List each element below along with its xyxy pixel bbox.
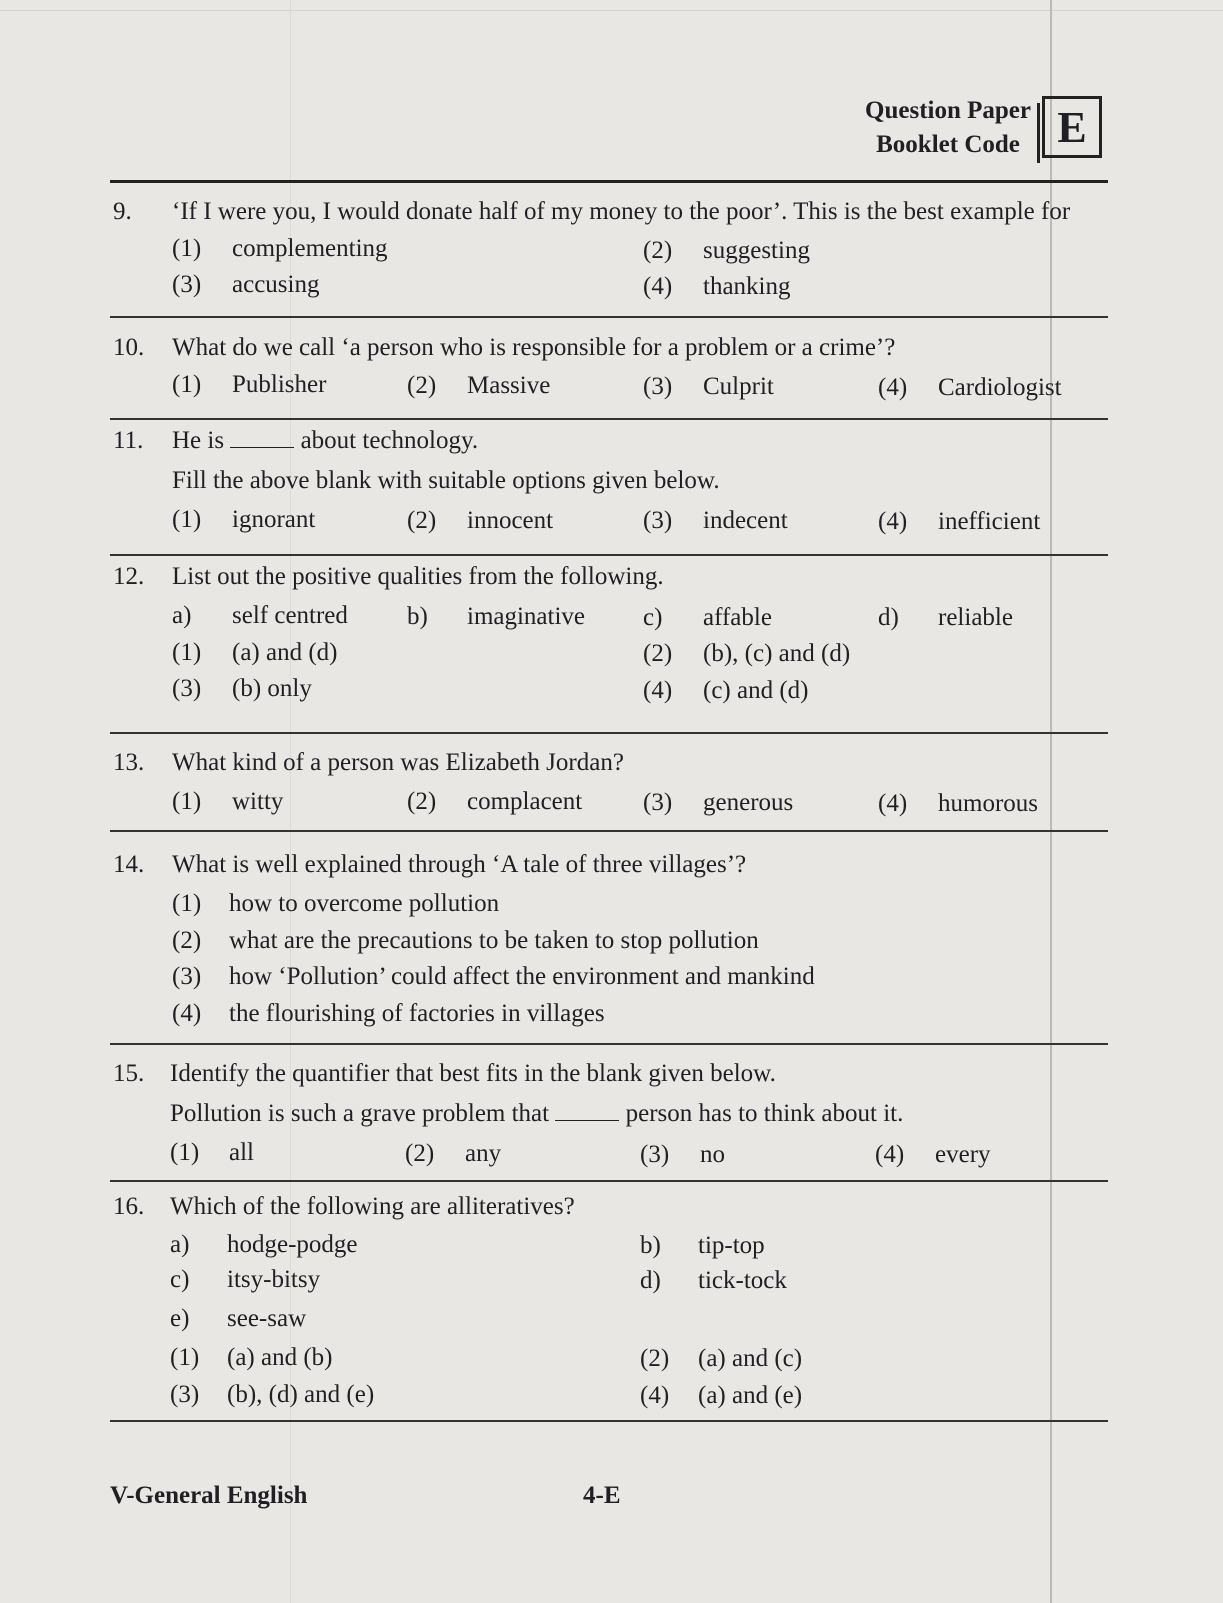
option-text: what are the precautions to be taken to stop pollution: [229, 927, 759, 954]
item-text: hodge-podge: [227, 1231, 358, 1258]
option-text: Publisher: [232, 371, 327, 398]
item-text: tick-tock: [698, 1267, 787, 1294]
option-number: (4): [878, 790, 908, 817]
option-number: (2): [407, 507, 437, 534]
question-sentence: [170, 1100, 903, 1128]
option-text: (a) and (c): [698, 1345, 803, 1372]
option-number: (3): [170, 1381, 200, 1408]
question-text: Which of the following are alliteratives?: [170, 1193, 575, 1220]
option-text: (a) and (d): [232, 639, 338, 666]
booklet-code-label: [858, 94, 1038, 162]
question-divider: [110, 316, 1108, 318]
question-divider: [110, 1043, 1108, 1045]
question-number: 15.: [113, 1060, 145, 1087]
question-divider: [110, 732, 1108, 734]
question-divider: [110, 1180, 1108, 1182]
option-text: Massive: [467, 372, 551, 399]
option-number: (4): [643, 677, 673, 704]
question-number: 12.: [113, 563, 145, 590]
option-text: Cardiologist: [938, 374, 1062, 401]
option-text: suggesting: [703, 237, 810, 264]
question-number: 13.: [113, 749, 145, 776]
question-text: What do we call ‘a person who is responsible for a problem or a crime’?: [172, 334, 896, 361]
option-number: (1): [172, 235, 202, 262]
option-text: every: [935, 1141, 991, 1168]
option-number: (3): [172, 963, 202, 990]
booklet-code-box: [1042, 96, 1102, 158]
item-text: reliable: [938, 604, 1013, 631]
option-number: (3): [172, 271, 202, 298]
option-text: accusing: [232, 271, 320, 298]
option-text: complementing: [232, 235, 388, 262]
question-divider: [110, 830, 1108, 832]
option-number: (1): [172, 371, 202, 398]
option-text: (a) and (b): [227, 1344, 333, 1371]
option-text: the flourishing of factories in villages: [229, 1000, 605, 1027]
option-text: (c) and (d): [703, 677, 809, 704]
item-letter: c): [643, 604, 663, 631]
option-number: (4): [878, 374, 908, 401]
option-text: all: [229, 1139, 254, 1166]
item-letter: e): [170, 1305, 190, 1332]
item-text: self centred: [232, 602, 348, 629]
option-number: (1): [170, 1139, 200, 1166]
answer-blank: [555, 1102, 619, 1121]
subject-footer: V-General English: [110, 1482, 308, 1509]
question-number: 16.: [113, 1193, 145, 1220]
option-number: (2): [405, 1140, 435, 1167]
question-text: Identify the quantifier that best fits in the blank given below.: [170, 1060, 776, 1087]
option-number: (4): [172, 1000, 202, 1027]
option-text: (a) and (e): [698, 1382, 803, 1409]
header-rule: [110, 180, 1108, 183]
paper-fold-horizontal: [0, 10, 1223, 11]
option-text: Culprit: [703, 373, 774, 400]
item-letter: d): [640, 1267, 661, 1294]
question-number: 10.: [113, 334, 145, 361]
option-text: innocent: [467, 507, 554, 534]
item-text: imaginative: [467, 603, 586, 630]
item-letter: a): [172, 602, 192, 629]
option-text: no: [700, 1141, 725, 1168]
question-text: What kind of a person was Elizabeth Jordan?: [172, 749, 624, 776]
option-text: humorous: [938, 790, 1038, 817]
option-number: (1): [172, 506, 202, 533]
item-text: tip-top: [698, 1232, 765, 1259]
question-instruction: Fill the above blank with suitable options given below.: [172, 467, 720, 494]
page-number: 4-E: [583, 1482, 621, 1509]
option-text: thanking: [703, 273, 791, 300]
question-divider: [110, 554, 1108, 556]
booklet-code-label-line1: Question Paper: [865, 97, 1031, 124]
option-text: inefficient: [938, 508, 1041, 535]
option-number: (3): [643, 507, 673, 534]
option-number: (1): [172, 788, 202, 815]
booklet-code-label-line2: Booklet Code: [876, 131, 1020, 158]
question-number: 14.: [113, 851, 145, 878]
item-letter: b): [407, 603, 428, 630]
option-number: (4): [875, 1141, 905, 1168]
option-number: (2): [643, 640, 673, 667]
question-number: 9.: [113, 198, 132, 225]
option-text: ignorant: [232, 506, 316, 533]
option-number: (2): [640, 1345, 670, 1372]
item-text: affable: [703, 604, 772, 631]
answer-blank: [230, 429, 294, 448]
option-number: (4): [878, 508, 908, 535]
question-text-part: about technology.: [300, 427, 479, 454]
item-letter: b): [640, 1232, 661, 1259]
option-number: (3): [172, 675, 202, 702]
option-number: (1): [172, 890, 202, 917]
option-number: (4): [640, 1382, 670, 1409]
item-text: itsy-bitsy: [227, 1266, 321, 1293]
option-number: (4): [643, 273, 673, 300]
question-divider: [110, 418, 1108, 420]
item-letter: d): [878, 604, 899, 631]
option-text: complacent: [467, 788, 583, 815]
option-text: (b), (d) and (e): [227, 1381, 375, 1408]
option-number: (2): [643, 237, 673, 264]
option-text: indecent: [703, 507, 788, 534]
item-text: see-saw: [227, 1305, 307, 1332]
item-letter: c): [170, 1266, 190, 1293]
question-text: What is well explained through ‘A tale of three villages’?: [172, 851, 747, 878]
option-number: (3): [643, 789, 673, 816]
option-number: (1): [172, 639, 202, 666]
question-text-part: He is: [172, 427, 225, 454]
question-number: 11.: [113, 427, 144, 454]
item-letter: a): [170, 1231, 190, 1258]
option-text: (b), (c) and (d): [703, 640, 851, 667]
option-number: (2): [172, 927, 202, 954]
question-text-part: person has to think about it.: [625, 1100, 904, 1127]
option-text: how to overcome pollution: [229, 890, 500, 917]
question-divider: [110, 1420, 1108, 1422]
option-number: (2): [407, 372, 437, 399]
option-text: any: [465, 1140, 502, 1167]
option-text: how ‘Pollution’ could affect the environment and mankind: [229, 963, 815, 990]
question-text: [172, 427, 478, 455]
option-text: generous: [703, 789, 794, 816]
question-text-part: Pollution is such a grave problem that: [170, 1100, 550, 1127]
booklet-code-value: E: [1057, 102, 1087, 152]
option-text: (b) only: [232, 675, 312, 702]
option-number: (3): [643, 373, 673, 400]
option-number: (1): [170, 1344, 200, 1371]
option-text: witty: [232, 788, 284, 815]
question-text: ‘If I were you, I would donate half of my money to the poor’. This is the best example for: [172, 198, 1071, 225]
question-text: List out the positive qualities from the following.: [172, 563, 664, 590]
option-number: (2): [407, 788, 437, 815]
option-number: (3): [640, 1141, 670, 1168]
paper-fold-right: [1050, 0, 1052, 1603]
